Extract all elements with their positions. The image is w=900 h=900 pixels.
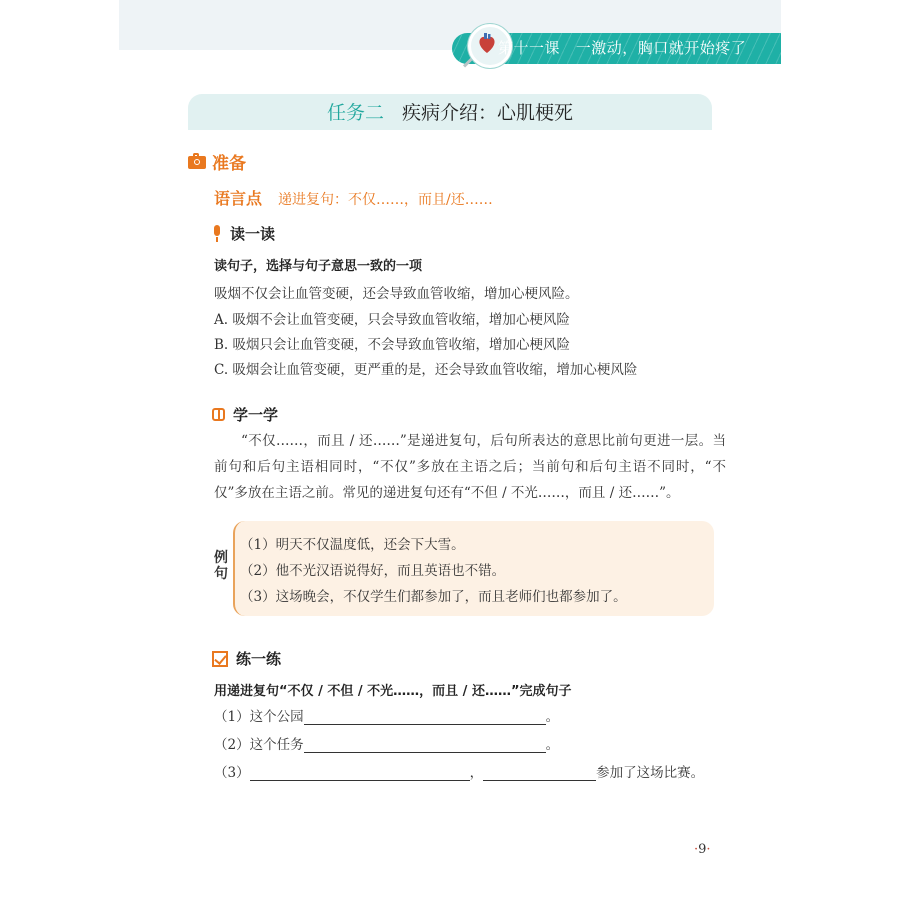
example-tag: 例句 — [214, 550, 228, 582]
item-prefix: 这个公园 — [249, 709, 304, 725]
item-number: （1） — [214, 709, 250, 725]
option-b: B. 吸烟只会让血管变硬，不会导致血管收缩，增加心梗风险 — [214, 337, 571, 353]
learn-title: 学一学 — [233, 406, 279, 424]
read-instruction: 读句子，选择与句子意思一致的一项 — [214, 259, 423, 274]
task-header — [188, 94, 712, 130]
language-point-text: 递进复句：不仅……，而且/还…… — [278, 192, 493, 208]
language-point — [214, 186, 493, 209]
item-suffix: 参加了这场比赛。 — [596, 765, 705, 781]
item-number: （3） — [214, 765, 250, 781]
practice-title: 练一练 — [236, 650, 282, 668]
first-aid-kit-icon — [188, 156, 206, 169]
item-suffix: 。 — [545, 737, 560, 753]
learn-paragraph: “不仅……，而且 / 还……”是递进复句，后句所表达的意思比前句更进一层。当前句和后句主语相同时，“不仅”多放在主语之后；当前句和后句主语不同时，“不仅”多放在主语之前。常见的递进复句还有“不但 / 不光……，而且 / 还……”。 — [214, 433, 726, 501]
answer-blank[interactable] — [304, 710, 546, 725]
microphone-icon — [212, 225, 222, 243]
read-title: 读一读 — [230, 225, 276, 243]
example-1: （1）明天不仅温度低，还会下大雪。 — [240, 537, 465, 553]
prepare-title: 准备 — [212, 153, 246, 174]
page-number: ·9· — [694, 842, 711, 857]
task-name: 疾病介绍：心肌梗死 — [402, 102, 574, 124]
prepare-section-heading — [188, 150, 246, 172]
answer-blank[interactable] — [483, 766, 596, 781]
practice-instruction: 用递进复句“不仅 / 不但 / 不光……，而且 / 还……”完成句子 — [214, 684, 572, 699]
practice-heading — [212, 648, 281, 669]
practice-item-3 — [214, 761, 704, 781]
item-middle: ， — [469, 765, 484, 781]
example-2: （2）他不光汉语说得好，而且英语也不错。 — [240, 563, 506, 579]
answer-blank[interactable] — [304, 738, 546, 753]
read-heading — [212, 223, 275, 244]
language-point-label: 语言点 — [214, 189, 263, 208]
book-icon — [212, 408, 225, 421]
read-sentence: 吸烟不仅会让血管变硬，还会导致血管收缩，增加心梗风险。 — [214, 286, 579, 302]
task-label: 任务二 — [326, 102, 384, 124]
item-number: （2） — [214, 737, 250, 753]
option-a: A. 吸烟不会让血管变硬，只会导致血管收缩，增加心梗风险 — [214, 312, 570, 328]
page-number-value: 9 — [698, 842, 707, 857]
learn-heading — [212, 404, 278, 425]
practice-item-1 — [214, 705, 559, 725]
answer-blank[interactable] — [250, 766, 470, 781]
lesson-title: 第十一课 一激动，胸口就开始疼了 — [498, 39, 747, 57]
checkbox-icon — [212, 651, 228, 667]
example-3: （3）这场晚会，不仅学生们都参加了，而且老师们也都参加了。 — [240, 589, 627, 605]
item-prefix: 这个任务 — [249, 737, 304, 753]
practice-item-2 — [214, 733, 559, 753]
option-c: C. 吸烟会让血管变硬，更严重的是，还会导致血管收缩，增加心梗风险 — [214, 362, 638, 378]
item-suffix: 。 — [545, 709, 560, 725]
